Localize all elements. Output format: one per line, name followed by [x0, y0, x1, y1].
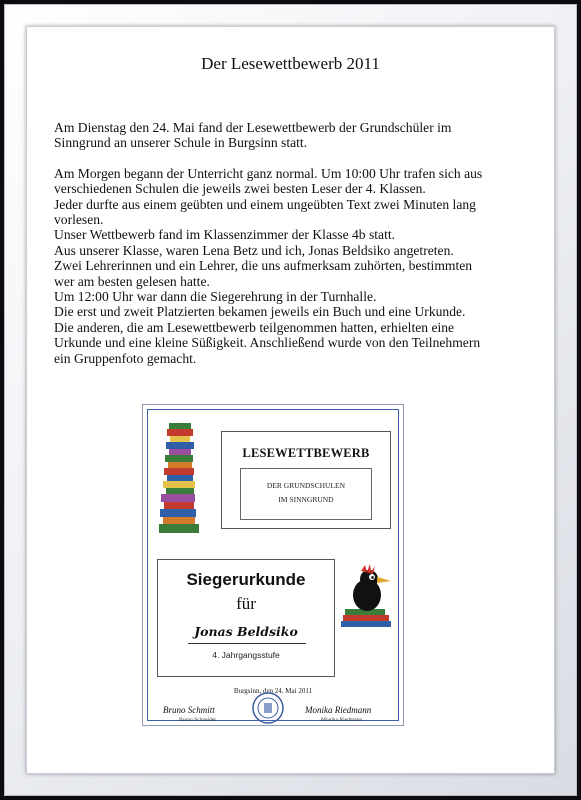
school-seal-icon [251, 691, 285, 725]
signature-right-name: Monika Riedmann [321, 717, 363, 723]
paragraph-line: wer am besten gelesen hatte. [54, 273, 210, 289]
paragraph-line: ein Gruppenfoto gemacht. [54, 350, 197, 366]
contest-header-sub1: DER GRUNDSCHULEN [266, 481, 346, 490]
paragraph-line: Die erst und zweit Platzierten bekamen jeweils ein Buch und eine Urkunde. [54, 304, 466, 320]
paragraph-line: Urkunde und eine kleine Süßigkeit. Anschließend wurde von den Teilnehmern [54, 335, 481, 351]
signature-left-name: Bruno Schneider [179, 717, 217, 723]
document-body [54, 120, 534, 366]
signature-left: Bruno Schmitt [163, 705, 215, 715]
document-page [26, 26, 555, 774]
paragraph-line: Am Dienstag den 24. Mai fand der Lesewettbewerb der Grundschüler im [54, 120, 452, 135]
signature-right: Monika Riedmann [305, 705, 372, 715]
paragraph-line: Unser Wettbewerb fand im Klassenzimmer der Klasse 4b statt. [54, 227, 396, 243]
paragraph-line: Zwei Lehrerinnen und ein Lehrer, die uns aufmerksam zuhörten, bestimmten [54, 258, 473, 274]
paragraph-line: Aus unserer Klasse, waren Lena Betz und ich, Jonas Beldsiko angetreten. [54, 242, 454, 258]
paragraph-1 [54, 120, 534, 151]
document-title: Der Lesewettbewerb 2011 [201, 54, 380, 73]
recipient-grade: 4. Jahrgangsstufe [212, 650, 280, 660]
paragraph-2 [54, 166, 534, 366]
place-date: Burgsinn, den 24. Mai 2011 [233, 687, 313, 695]
recipient-underline [188, 643, 306, 644]
recipient-name: Jonas Beldsiko [194, 624, 298, 639]
certificate-image [142, 404, 404, 726]
paragraph-line: verschiedenen Schulen die jeweils zwei besten Leser der 4. Klassen. [54, 181, 426, 197]
award-for: für [236, 594, 256, 613]
paragraph-line: Um 12:00 Uhr war dann die Siegerehrung in der Turnhalle. [54, 289, 377, 305]
award-title: Siegerurkunde [186, 570, 306, 589]
paragraph-line: Jeder durfte aus einem geübten und einem ungeübten Text zwei Minuten lang [54, 196, 476, 212]
contest-header-box [221, 431, 391, 529]
paragraph-line: vorlesen. [54, 212, 104, 228]
contest-header-inner [240, 468, 372, 520]
paragraph-line: Sinngrund an unserer Schule in Burgsinn statt. [54, 135, 308, 151]
book-stack-icon [155, 419, 205, 537]
paragraph-line: Die anderen, die am Lesewettbewerb teilgenommen hatten, erhielten eine [54, 319, 455, 335]
award-box [157, 559, 335, 677]
raven-mascot-icon [337, 563, 397, 631]
contest-header-title: LESEWETTBEWERB [242, 446, 370, 460]
outer-frame [4, 4, 577, 796]
contest-header-sub2: IM SINNGRUND [278, 495, 334, 504]
paragraph-line: Am Morgen begann der Unterricht ganz normal. Um 10:00 Uhr trafen sich aus [54, 165, 483, 181]
